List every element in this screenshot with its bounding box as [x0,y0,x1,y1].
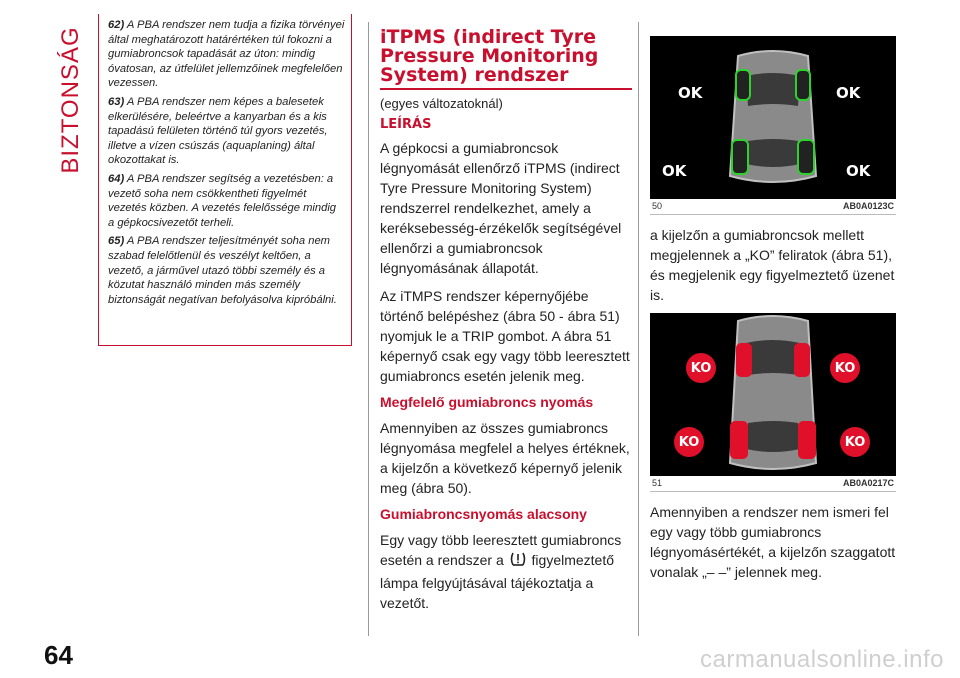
tyre-pressure-warning-icon [509,550,527,573]
section-tab-label: BIZTONSÁG [57,26,84,174]
figure-code: AB0A0123C [842,201,894,211]
ko-label: KO [844,434,866,450]
watermark: carmanualsonline.info [700,646,944,673]
tyre-status-rear-right-ko [840,427,870,457]
heading-low-pressure: Gumiabroncsnyomás alacsony [380,506,587,522]
figure-number: 51 [652,478,663,488]
warning-65 [108,234,345,307]
low-pressure-text-after: figyelmeztető lámpa felgyújtásával tájékoztatja a vezetőt. [380,552,615,611]
tyre-status-front-right-ko [830,353,860,383]
paragraph-dashed-lines: Amennyiben a rendszer nem ismeri fel egy vagy több gumiabroncs légnyomásértékét, a kijelzőn szaggatott vonalak „– –” jelennek meg. [650,504,896,580]
figure-number: 50 [652,201,663,211]
warning-text: A PBA rendszer segítség a vezetésben: a vezető soha nem csökkentheti figyelmét vezetés közben. A vezetés felelőssége mindig a gépkocsivezetőt terheli. [108,172,337,229]
warning-text: A PBA rendszer teljesítményét soha nem szabad felelőtlenül és veszélyt keltően, a vezető, a járművel utazó többi személy és a közutat használó minden más személy biztonságát negatívan befolyásolva kipróbálni. [108,235,337,306]
tyre-status-rear-left-ko [674,427,704,457]
tyre-status-front-left: OK [678,84,703,102]
ko-label: KO [690,360,712,376]
warning-63 [108,95,345,168]
paragraph-ko-display: a kijelzőn a gumiabroncsok mellett megjelennek a „KO” feliratok (ábra 51), és megjelenik egy figyelmeztető üzenet is. [650,227,895,303]
warning-number: 65) [108,235,125,248]
warning-number: 62) [108,19,125,31]
warning-number: 64) [108,172,125,185]
warnings-box [98,14,352,346]
ko-label: KO [834,360,856,376]
tyre-status-rear-left: OK [662,162,687,180]
column-divider [638,22,639,636]
ko-label: KO [678,434,700,450]
tyre-status-front-left-ko [686,353,716,383]
middle-column [380,28,632,621]
page-number: 64 [44,640,73,670]
warning-62 [108,18,345,91]
figure-51-caption [650,476,896,492]
figure-code: AB0A0217C [842,478,894,488]
paragraph-access: Az iTMPS rendszer képernyőjébe történő belépéshez (ábra 50 - ábra 51) nyomjuk le a TRIP gombot. A ábra 51 képernyő csak egy vagy több leeresztett gumiabroncs esetén jelenik meg. [380,288,630,384]
warning-text: A PBA rendszer nem képes a balesetek elkerülésére, beleértve a kanyarban és a kis tapadású felületen történő túl gyors vezetés, illetve a vízen csúszás (aquaplaning) által okozottakat is. [108,95,328,167]
low-pressure-text-before: Egy vagy több leeresztett gumiabroncs esetén a rendszer a [380,532,622,569]
section-tab [56,26,86,174]
paragraph-correct-pressure: Amennyiben az összes gumiabroncs légnyomása megfelel a helyes értéknek, a kijelzőn a következő képernyő jelenik meg (ábra 50). [380,420,630,496]
paragraph-description: A gépkocsi a gumiabroncsok légnyomását ellenőrző iTPMS (indirect Tyre Pressure Monitoring System) rendszerrel rendelkezhet, amely a keréksebesség-érzékelők segítségével ellenőrzi a gumiabroncsok légnyomásának állapotát. [380,140,622,276]
figure-50-image [650,36,896,199]
paragraph-low-pressure [380,530,632,613]
figure-50-caption [650,199,896,215]
subtitle: (egyes változatoknál) [380,96,503,111]
heading-correct-pressure: Megfelelő gumiabroncs nyomás [380,394,594,410]
section-heading: LEÍRÁS [380,117,432,132]
tyre-status-rear-right: OK [846,162,871,180]
page-title: iTPMS (indirect Tyre Pressure Monitoring System) rendszer [380,28,632,90]
tyre-status-front-right: OK [836,84,861,102]
column-divider [368,22,369,636]
warning-text: A PBA rendszer nem tudja a fizika törvényei által meghatározott határértéken túl fokozni a gumiabroncsok tapadását az úton: mindig óvatosan, az útfelület jellemzőinek megfelelően vezessen. [108,19,345,90]
warning-number: 63) [108,95,125,108]
warning-64 [108,172,345,230]
figure-51-image [650,313,896,476]
right-column [650,36,896,590]
